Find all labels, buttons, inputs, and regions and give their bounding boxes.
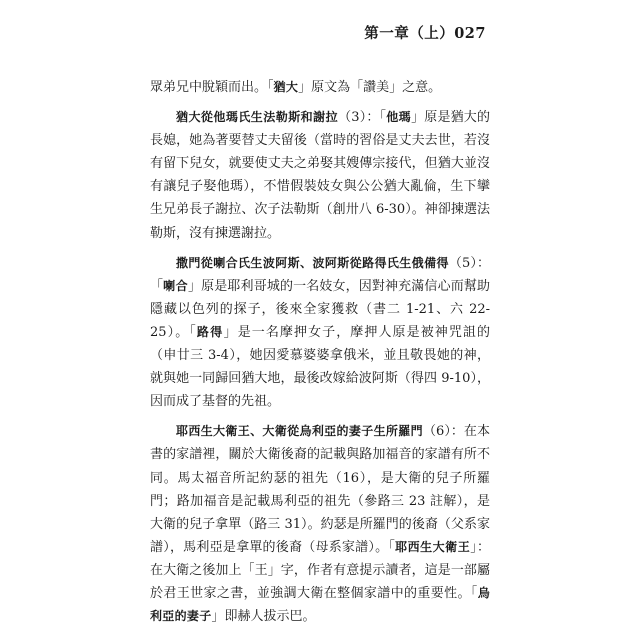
body-text [150,76,490,628]
bold-term: 耶西生大衛王、大衛從烏利亞的妻子生所羅門 [176,424,423,439]
text-segment: 」原是猶大的長媳，她為著要替丈夫留後（當時的習俗是丈夫去世，若沒有留下兒女，就要使丈夫之弟娶其嫂傳宗接代，但猶大並沒有讓兒子娶他瑪），不惜假裝妓女與公公猶大亂倫，生下攣生兄弟長子謝拉、次子法勒斯（創卅八 6-30）。神卻揀選法勒斯，沒有揀選謝拉。 [150,110,490,241]
bold-term: 猶大從他瑪氏生法勒斯和謝拉 [176,110,339,125]
bold-term: 他瑪 [386,110,412,125]
bold-term: 喇合 [163,278,189,293]
running-header [364,22,486,43]
text-segment: （3）：「 [338,110,387,126]
text-segment: 」原是耶利哥城的一名妓女，因對神充滿信心而幫助隱藏以色列的探子，後來全家獲救（書二 1-21、六 22-25）。「 [150,278,490,340]
page-number: 027 [454,25,486,42]
chapter-title: 第一章（上） [364,25,455,42]
bold-term: 烏利亞的妻子 [150,585,490,624]
text-segment: 」原文為「讚美」之意。 [298,80,442,95]
paragraph-rahab-ruth [150,252,490,414]
bold-term: 撒門從喇合氏生波阿斯、波阿斯從路得氏生俄備得 [176,255,449,270]
paragraph-tamar [150,106,490,245]
bold-term: 耶西生大衛王 [395,539,471,554]
text-segment: （5）：「 [150,255,490,294]
text-segment: 眾弟兄中脫穎而出。「 [150,80,274,95]
paragraph-continuation [150,76,490,99]
text-segment: （6）：在本書的家譜裡，關於大衛後裔的記載與路加福音的家譜有所不同。馬太福音所記約瑟的祖先（16），是大衛的兒子所羅門；路加福音是記載馬利亞的祖先（參路三 23 註解），是大衛的兒子拿單（路三 31）。約瑟是所羅門的後裔（父系家譜），馬利亞是拿單的後裔（母系家譜）。「 [150,424,490,555]
text-segment: 」是一名摩押女子，摩押人原是被神咒詛的（申廿三 3-4），她因愛慕婆婆拿俄米，並且敬畏她的神，就與她一同歸回猶大地，最後改嫁給波阿斯（得四 9-10），因而成了基督的先祖。 [150,324,490,410]
bold-term: 路得 [196,324,224,339]
bold-term: 猶大 [273,80,299,94]
paragraph-david-bathsheba [150,420,490,628]
text-segment: 」即赫人拔示巴。 [211,609,316,625]
text-segment: 」：在大衛之後加上「王」字，作者有意提示讀者，這是一部屬於君王世家之書，並強調大衛在整個家譜中的重要性。「 [150,539,490,601]
